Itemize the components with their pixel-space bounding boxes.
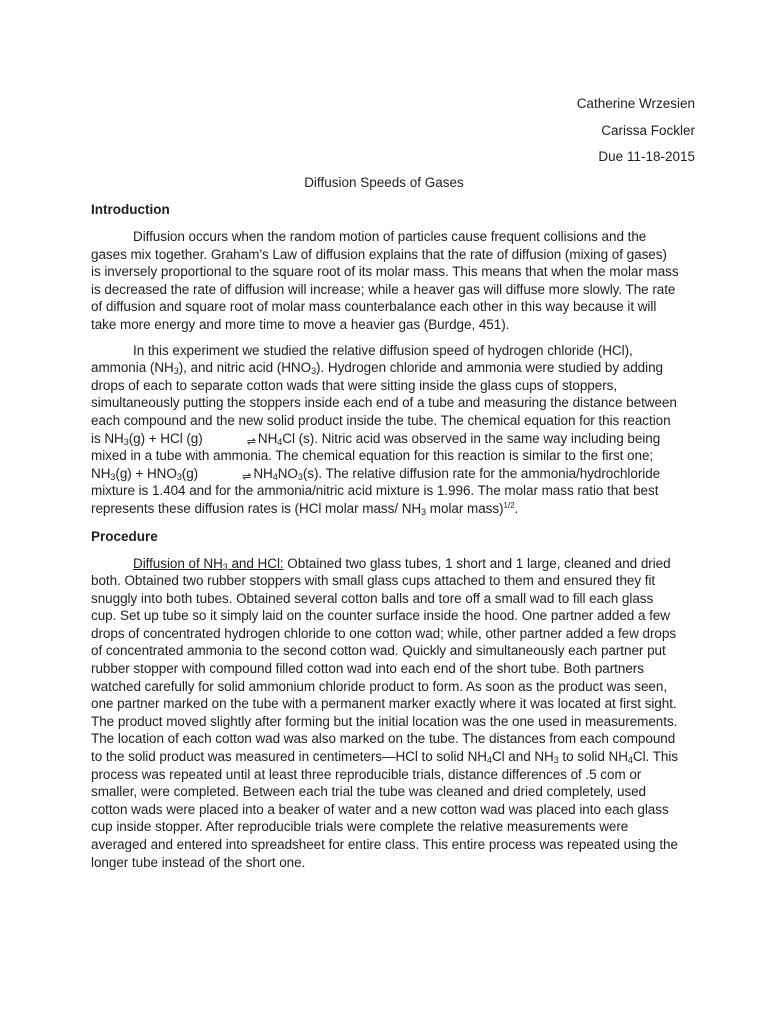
subscript: 3 [173, 366, 179, 377]
subscript: 4 [272, 471, 278, 482]
text-run: Obtained two glass tubes, 1 short and 1 large, cleaned and dried both. Obtained two rubber stoppers with small glass cups attached to them and ensured they fit snuggly into both tubes. Obtained several cotton balls and tore off a small wad to fill each glass cup. Set up tube so it simply laid on the counter surface inside the hood. One partner added a few drops of concentrated hydrogen chloride to one cotton wad; while, other partner added a few drops of concentrated ammonia to the second cotton wad. Quickly and simultaneously each partner put rubber stopper with compound filled cotton wad into each end of the short tube. Both partners watched carefully for solid ammonium chloride product to form. As soon as the product was seen, one partner marked on the tube with a permanent marker exactly where it was located at first sight. The product moved slightly after forming but the initial location was the one used in measurements. The location of each cotton wad was also marked on the tube. The distances from each compound to the solid product was measured in centimeters—HCl to solid NH [91, 555, 678, 765]
procedure-paragraph-1 [91, 555, 679, 872]
text-run: and HCl: [227, 555, 284, 571]
text-run: . [514, 500, 519, 516]
procedure-heading: Procedure [91, 528, 158, 544]
subscript: 3 [222, 561, 228, 572]
text-run: NH [257, 430, 278, 446]
text-run: Cl (s). Nitric acid was observed in the same way including being mixed in a tube with ammonia. The chemical equation for this reaction is similar to the first one; NH [91, 430, 661, 481]
header-block [577, 91, 695, 171]
text-run: ), and nitric acid (HNO [178, 360, 312, 376]
superscript: 1/2 [503, 500, 515, 510]
document-title: Diffusion Speeds of Gases [304, 175, 464, 190]
text-run: (g) + HNO [115, 465, 177, 481]
text-run: Cl and NH [491, 749, 554, 765]
subscript: 3 [176, 471, 182, 482]
subscript: 3 [421, 506, 427, 517]
document-body [91, 199, 679, 871]
text-run: molar mass) [426, 500, 504, 516]
text-run: (g) + HCl (g) [128, 430, 203, 446]
subscript: 3 [297, 471, 303, 482]
introduction-paragraph-2: In this experiment we studied the relative diffusion speed of hydrogen chloride (HCl), ammonia $(NH_3)$, and nitric acid $(HNO_3)$. Hydrogen chloride and ammonia were studied by adding drops of each to separate cotton wads that were sitting inside the glass cups of stoppers, simultaneously putting the stoppers inside each end of a tube and measuring the distance between each compound and the new solid product inside the tube. The chemical equation for this reaction is $NH_3(g)$ + HCl (g) ⇌ $NH_4Cl$ (s). Nitric acid was observed in the same way including being mixed in a tube with ammonia. The chemical equation for this reaction is similar to the first one; $NH_3(g) + HNO_3(g)$ ⇌ $NH_4NO_3(s)$. The relative diffusion rate for the ammonia/hydrochloride mixture is 1.404 and for the ammonia/nitric acid mixture is 1.996. The molar mass ratio that best represents these diffusion rates is (HCl molar mass/ $NH_3$ molar mass)$^{1/2}$. [91, 342, 677, 517]
subscript: 3 [553, 755, 559, 766]
due-date: Due 11-18-2015 [598, 149, 695, 164]
author-name: Catherine Wrzesien [576, 96, 695, 111]
text-run: Diffusion of NH [133, 555, 223, 571]
text-run: ). Hydrogen chloride and ammonia were studied by adding drops of each to separate cotton wads that were sitting inside the glass cups of stoppers, simultaneously putting the stoppers inside each end of a tube and measuring the distance between each compound and the new solid product inside the tube. The chemical equation for this reaction is NH [91, 360, 677, 446]
text-run: NO [277, 465, 298, 481]
text-run: to solid NH [558, 749, 628, 765]
procedure-subheading [133, 556, 284, 571]
subscript: 3 [110, 471, 116, 482]
text-run: (s). The relative diffusion rate for the ammonia/hydrochloride mixture is 1.404 and for the ammonia/nitric acid mixture is 1.996. The molar mass ratio that best represents these diffusion rates is (HCl molar mass/ NH [91, 465, 661, 516]
text-run: NH [253, 465, 273, 481]
subscript: 3 [123, 436, 129, 447]
text-run: Cl. This process was repeated until at least three reproducible trials, distance differences of .5 com or smaller, were completed. Between each trial the tube was cleaned and dried completely, used cotton wads were placed into a beaker of water and a new cotton wad was placed into each glass cup inside stopper. After reproducible trials were complete the relative measurements were averaged and entered into spreadsheet for entire class. This entire process was repeated using the longer tube instead of the short one. [91, 749, 679, 870]
introduction-paragraph-1: Diffusion occurs when the random motion of particles cause frequent collisions and the gases mix together. Graham’s Law of diffusion explains that the rate of diffusion (mixing of gases) is inversely proportional to the square root of its molar mass. This means that when the molar mass is decreased the rate of diffusion will increase; while a heaver gas will diffuse more slowly. The rate of diffusion and square root of molar mass counterbalance each other in this way because it will take more energy and more time to move a heavier gas (Burdge, 451). [91, 229, 679, 332]
text-run: In this experiment we studied the relative diffusion speed of hydrogen chloride (HCl), ammonia (NH [91, 342, 633, 376]
introduction-heading: Introduction [91, 202, 170, 217]
subscript: 3 [311, 366, 317, 377]
subscript: 4 [627, 755, 633, 766]
subscript: 4 [486, 755, 492, 766]
text-run: (g) [181, 465, 199, 481]
author-name: Carissa Fockler [601, 122, 695, 138]
subscript: 4 [277, 436, 283, 447]
